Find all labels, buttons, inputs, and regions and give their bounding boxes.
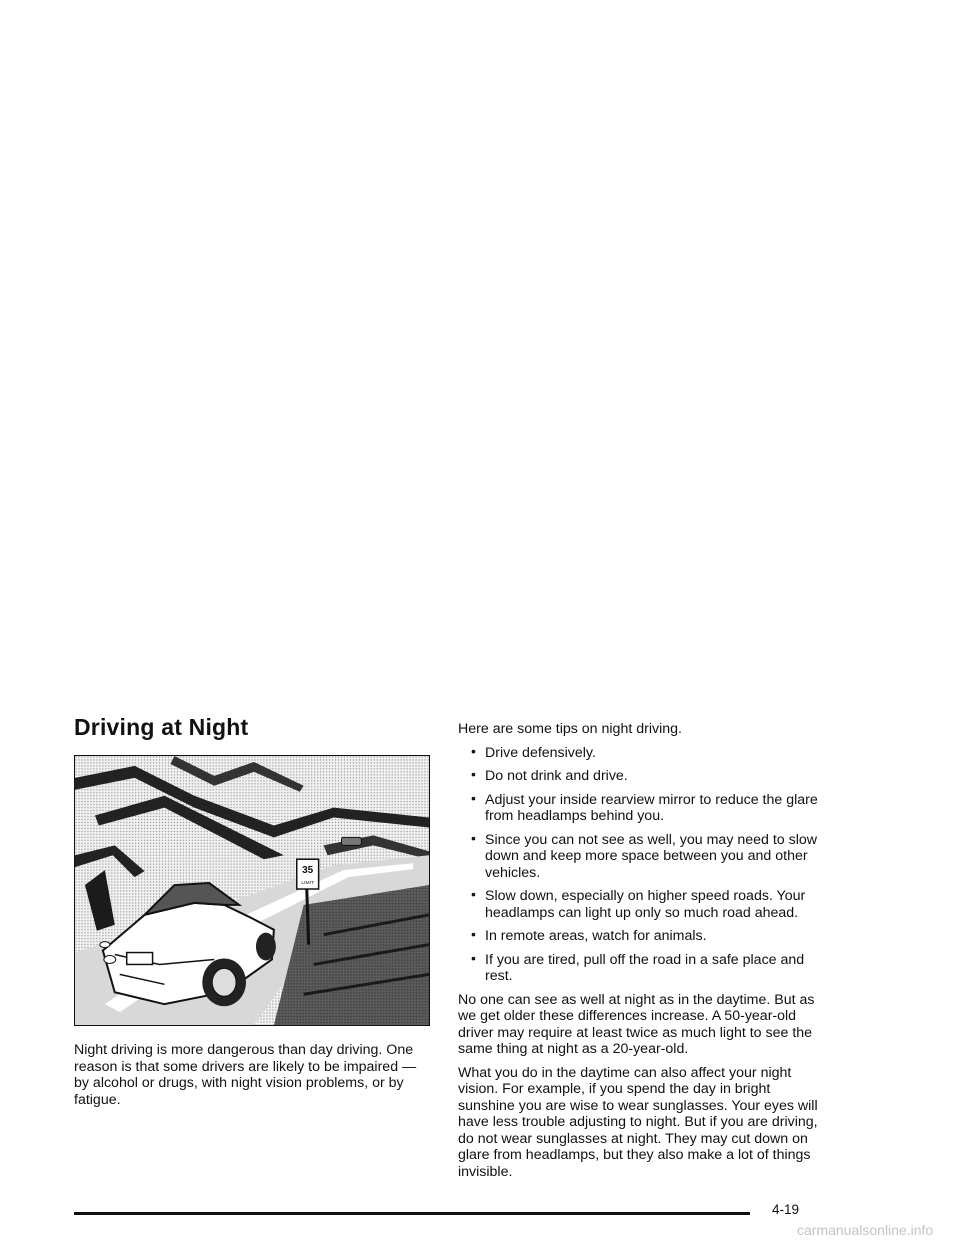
list-item — [458, 888, 820, 921]
list-item — [458, 829, 820, 882]
list-item — [458, 742, 820, 762]
tip-text: In remote areas, watch for animals. — [485, 928, 707, 944]
tip-text: Drive defensively. — [485, 744, 596, 761]
speed-sign-word: LIMIT — [301, 881, 315, 887]
list-item — [458, 928, 820, 945]
tip-text: Do not drink and drive. — [485, 768, 628, 784]
bullet-icon: • — [471, 829, 476, 846]
watermark: carmanualsonline.info — [797, 1222, 934, 1238]
tips-list — [458, 742, 820, 985]
bullet-icon: • — [471, 766, 476, 782]
tip-text: Since you can not see as well, you may need to slow down and keep more space between you and other vehicles. — [485, 831, 818, 881]
daytime-vision-paragraph: What you do in the daytime can also affect your night vision. For example, if you spend the day in bright sunshine you are wise to wear sunglasses. Your eyes will have less trouble adjusting to night. But if you are driving, do not wear sunglasses at night. They may cut down on glare from headlamps, but they also make a lot of things invisible. — [458, 1064, 818, 1180]
tip-text: If you are tired, pull off the road in a safe place and rest. — [485, 951, 805, 984]
tips-intro: Here are some tips on night driving. — [458, 721, 682, 737]
speed-sign-number: 35 — [302, 865, 314, 877]
tip-text: Slow down, especially on higher speed roads. Your headlamps can light up only so much road ahead. — [485, 888, 806, 921]
page-number: 4-19 — [772, 1202, 800, 1217]
age-vision-paragraph: No one can see as well at night as in the daytime. But as we get older these differences increase. A 50-year-old driver may require at least twice as much light to see the same thing at night as a 20-year-old. — [458, 991, 815, 1057]
list-item — [458, 789, 820, 825]
bullet-icon: • — [471, 886, 476, 902]
night-driving-illustration — [74, 755, 430, 1026]
footer-divider — [74, 1212, 750, 1215]
tips-column — [458, 721, 820, 1187]
night-road-scene-image — [75, 756, 429, 1025]
bullet-icon: • — [471, 949, 476, 966]
list-item — [458, 949, 820, 985]
bullet-icon: • — [471, 926, 476, 942]
intro-paragraph: Night driving is more dangerous than day driving. One reason is that some drivers are likely to be impaired — by alcohol or drugs, with night vision problems, or by fatigue. — [74, 1042, 417, 1108]
bullet-icon: • — [471, 789, 476, 806]
bullet-icon: • — [471, 742, 476, 759]
list-item — [458, 768, 820, 785]
section-heading: Driving at Night — [74, 714, 249, 740]
tip-text: Adjust your inside rearview mirror to reduce the glare from headlamps behind you. — [485, 791, 818, 824]
